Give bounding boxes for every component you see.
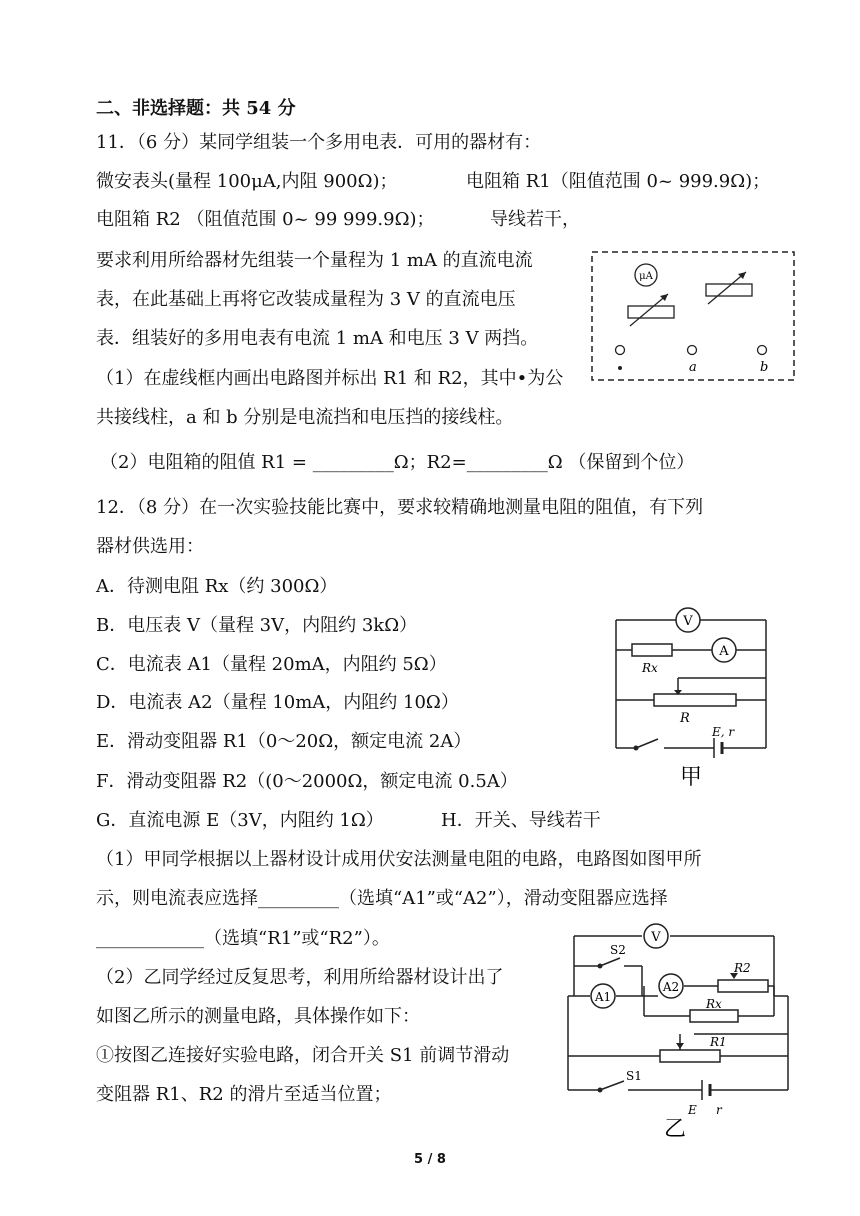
terminal-a-label: a: [689, 360, 697, 375]
terminal-common: [616, 346, 625, 355]
figure-caption-jia: 甲: [680, 765, 703, 790]
q12-option-c: C．电流表 A1（量程 20mA，内阻约 5Ω）: [96, 654, 447, 675]
ammeter-a1-label: A1: [594, 990, 612, 1004]
ammeter-label: A: [719, 644, 729, 659]
q11-material-4: 导线若干，: [490, 209, 580, 230]
q12-part2-a: （2）乙同学经过反复思考，利用所给器材设计出了: [96, 967, 504, 988]
microammeter-label: μA: [639, 271, 653, 282]
q12-part1-c: ____________（选填“R1”或“R2”）。: [96, 928, 390, 949]
rheostat-icon: [654, 694, 736, 706]
rx-label: Rx: [642, 661, 658, 675]
figure-caption-yi: 乙: [664, 1117, 687, 1138]
q12-part2-c: ①按图乙连接好实验电路，闭合开关 S1 前调节滑动: [96, 1045, 510, 1066]
q11-material-3: 电阻箱 R2 （阻值范围 0~ 99 999.9Ω)；: [96, 209, 435, 230]
terminal-b: [758, 346, 767, 355]
page-number: 5 / 8: [414, 1152, 446, 1167]
circuit-figure-jia: [606, 598, 782, 790]
q12-option-d: D．电流表 A2（量程 10mA，内阻约 10Ω）: [96, 692, 459, 713]
q12-stem-1: 12．（8 分）在一次实验技能比赛中，要求较精确地测量电阻的阻值，有下列: [96, 497, 704, 518]
rheostat-r2-icon: [718, 980, 768, 992]
q12-part1-a: （1）甲同学根据以上器材设计成用伏安法测量电阻的电路，电路图如图甲所: [96, 849, 702, 870]
q11-part1-b: 共接线柱，a 和 b 分别是电流挡和电压挡的接线柱。: [96, 407, 514, 428]
battery-label: E, r: [712, 725, 735, 739]
rheostat-r1-label: R1: [710, 1035, 727, 1049]
q12-option-f: F．滑动变阻器 R2（(0～2000Ω，额定电流 0.5A）: [96, 771, 518, 792]
rheostat-label: R: [680, 711, 690, 726]
q11-material-1: 微安表头(量程 100μA,内阻 900Ω)；: [96, 171, 398, 192]
q11-requirement-2: 表，在此基础上再将它改装成量程为 3 V 的直流电压: [96, 289, 516, 310]
circuit-figure-yi: [560, 920, 796, 1138]
resistor-rx-icon: [632, 644, 672, 656]
q12-option-g: G．直流电源 E（3V，内阻约 1Ω）: [96, 810, 384, 831]
q11-material-2: 电阻箱 R1（阻值范围 0~ 999.9Ω)；: [466, 171, 771, 192]
resistor-rx-icon: [690, 1010, 738, 1022]
battery-r-label: r: [716, 1103, 722, 1117]
q12-part2-d: 变阻器 R1、R2 的滑片至适当位置；: [96, 1084, 392, 1105]
terminal-a: [688, 346, 697, 355]
voltmeter-label: V: [683, 614, 693, 629]
switch-s2-label: S2: [610, 943, 626, 957]
q12-option-h: H．开关、导线若干: [441, 810, 601, 831]
terminal-b-label: b: [760, 360, 769, 375]
section-title: 二、非选择题：共 54 分: [96, 98, 296, 119]
q11-part2: （2）电阻箱的阻值 R1 = _________Ω；R2=_________Ω （保留到个位）: [100, 452, 695, 473]
q11-part1-a: （1）在虚线框内画出电路图并标出 R1 和 R2，其中•为公: [96, 368, 564, 389]
q11-requirement-1: 要求利用所给器材先组装一个量程为 1 mA 的直流电流: [96, 250, 533, 271]
q12-option-b: B．电压表 V（量程 3V，内阻约 3kΩ）: [96, 615, 418, 636]
rheostat-r2-label: R2: [734, 961, 751, 975]
q11-requirement-3: 表．组装好的多用电表有电流 1 mA 和电压 3 V 两挡。: [96, 328, 539, 349]
switch-s1-label: S1: [626, 1069, 642, 1083]
rheostat-r1-icon: [660, 1050, 720, 1062]
q12-option-e: E．滑动变阻器 R1（0～20Ω，额定电流 2A）: [96, 731, 472, 752]
q12-part2-b: 如图乙所示的测量电路，具体操作如下：: [96, 1006, 420, 1027]
q12-part1-b: 示，则电流表应选择_________（选填“A1”或“A2”），滑动变阻器应选择: [96, 888, 668, 909]
battery-e-label: E: [688, 1103, 697, 1117]
ammeter-a2-label: A2: [662, 980, 680, 994]
q12-option-a: A．待测电阻 Rx（约 300Ω）: [96, 576, 338, 597]
voltmeter-label: V: [651, 930, 661, 945]
rx-label: Rx: [706, 997, 722, 1011]
q11-stem: 11．（6 分）某同学组装一个多用电表．可用的器材有：: [96, 132, 542, 153]
q12-stem-2: 器材供选用：: [96, 536, 204, 557]
q11-dashed-box-figure: [590, 250, 796, 382]
